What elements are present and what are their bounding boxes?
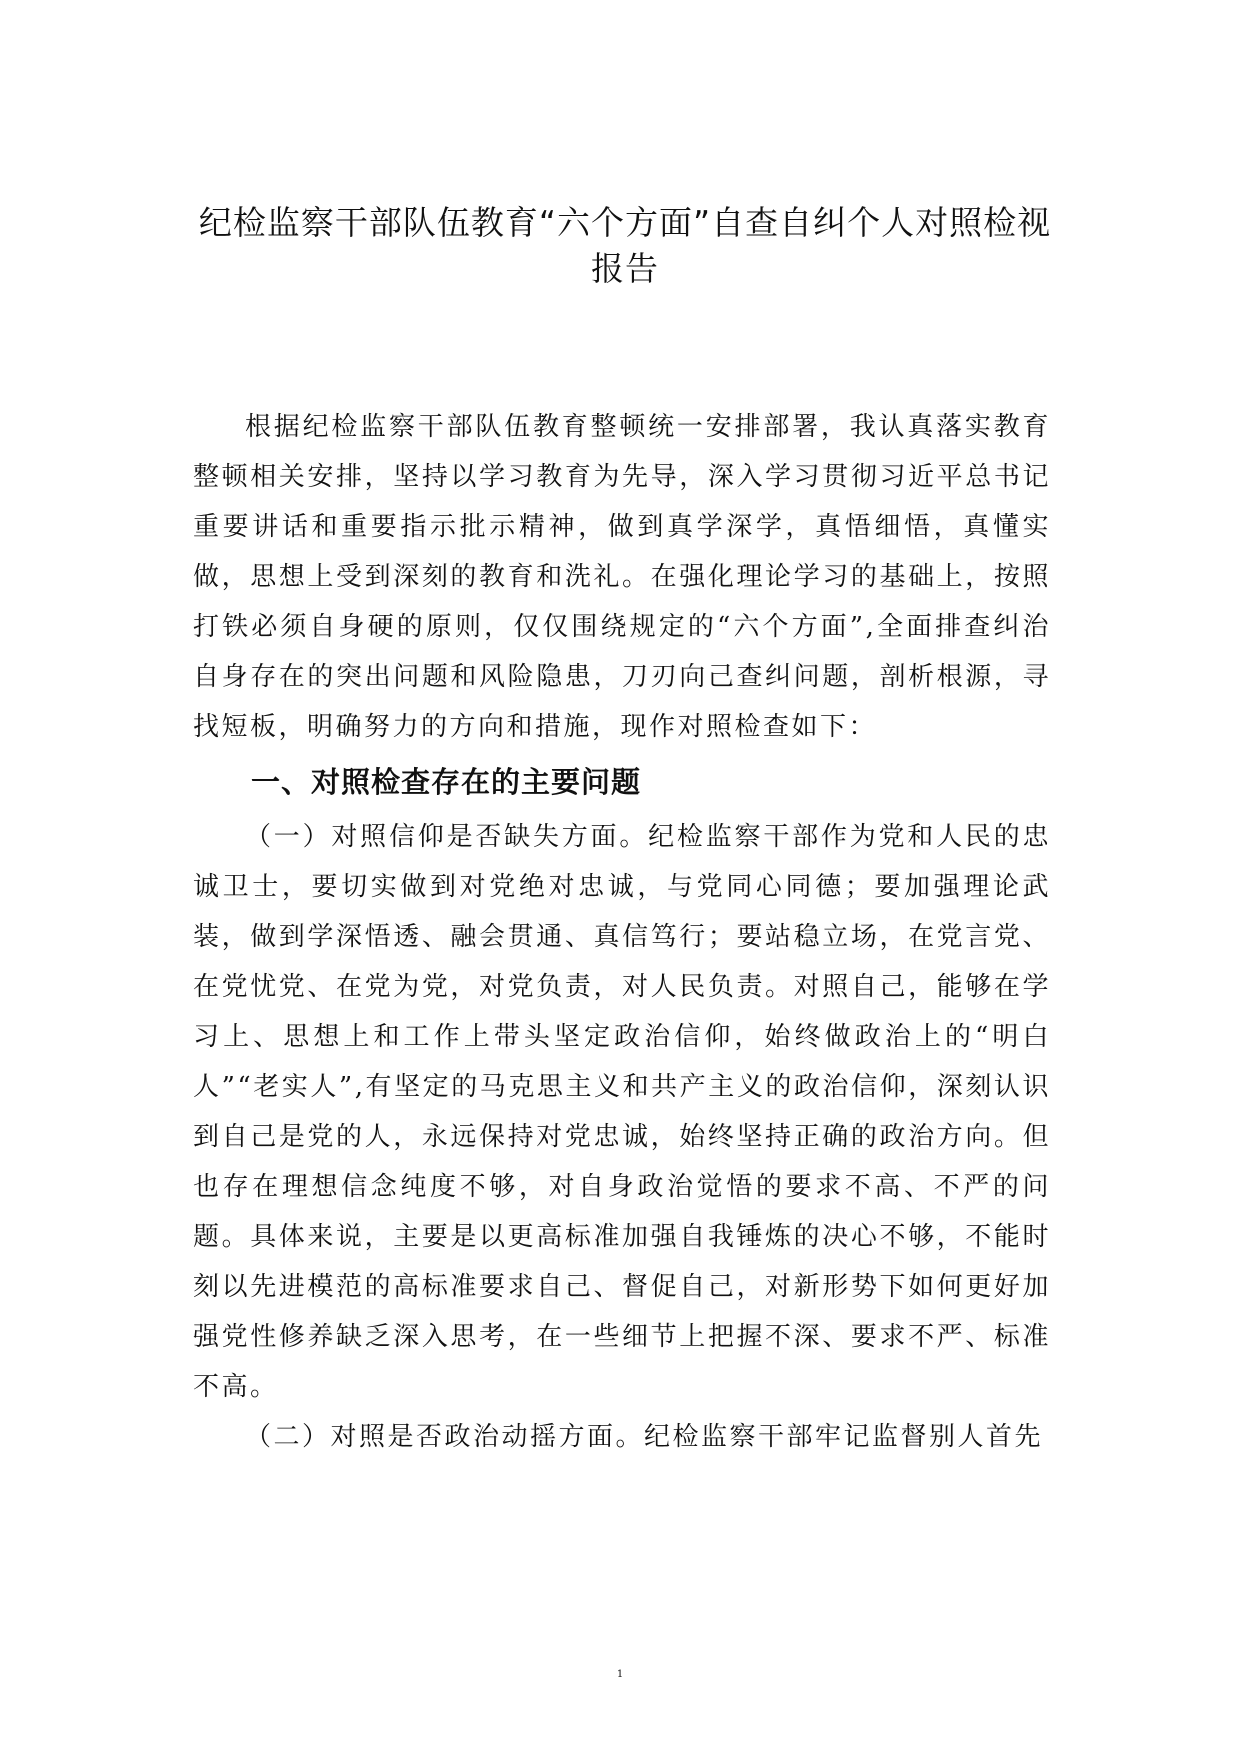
intro-paragraph: 根据纪检监察干部队伍教育整顿统一安排部署，我认真落实教育整顿相关安排，坚持以学习教育为先导，深入学习贯彻习近平总书记重要讲话和重要指示批示精神，做到真学深学，真悟细悟，真懂实做，思想上受到深刻的教育和洗礼。在强化理论学习的基础上，按照打铁必须自身硬的原则，仅仅围绕规定的“六个方面”,全面排查纠治自身存在的突出问题和风险隐患，刀刃向己查纠问题，剖析根源，寻找短板，明确努力的方向和措施，现作对照检查如下： <box>193 412 1051 742</box>
section-heading: 一、对照检查存在的主要问题 <box>251 765 642 799</box>
document-body <box>193 402 1051 1462</box>
document-title: 纪检监察干部队伍教育“六个方面”自查自纠个人对照检视报告 <box>198 203 1052 288</box>
page-number: 1 <box>616 1669 624 1680</box>
section-paragraph-2: （二）对照是否政治动摇方面。纪检监察干部牢记监督别人首先 <box>245 1422 1044 1452</box>
section-paragraph-1: （一）对照信仰是否缺失方面。纪检监察干部作为党和人民的忠诚卫士，要切实做到对党绝对忠诚，与党同心同德；要加强理论武装，做到学深悟透、融会贯通、真信笃行；要站稳立场，在党言党、在党忧党、在党为党，对党负责，对人民负责。对照自己，能够在学习上、思想上和工作上带头坚定政治信仰，始终做政治上的“明白人”“老实人”,有坚定的马克思主义和共产主义的政治信仰，深刻认识到自己是党的人，永远保持对党忠诚，始终坚持正确的政治方向。但也存在理想信念纯度不够，对自身政治觉悟的要求不高、不严的问题。具体来说，主要是以更高标准加强自我锤炼的决心不够，不能时刻以先进模范的高标准要求自己、督促自己，对新形势下如何更好加强党性修养缺乏深入思考，在一些细节上把握不深、要求不严、标准不高。 <box>193 822 1051 1402</box>
